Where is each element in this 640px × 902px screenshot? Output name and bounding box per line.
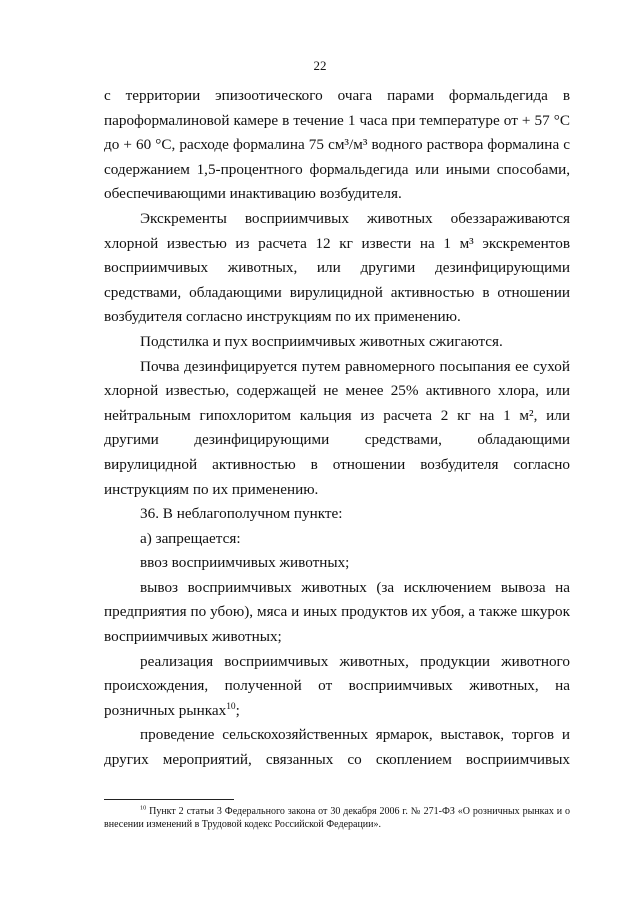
paragraph-3: Подстилка и пух восприимчивых животных сжигаются. [140, 332, 503, 350]
footnote [104, 805, 570, 831]
paragraph-1: с территории эпизоотического очага парами формальдегида в пароформалиновой камере в течение 1 часа при температуре от + 57 °С до + 60 °С, расходе формалина 75 см³/м³ водного раствора формалина с содержанием 1,5-процентного формальдегида или иными способами, обеспечивающими инактивацию возбудителя. [104, 87, 570, 203]
paragraph-2: Экскременты восприимчивых животных обеззараживаются хлорной известью из расчета 12 кг извести на 1 м³ экскрементов восприимчивых животных, или другими дезинфицирующими средствами, обладающими вирулицидной активностью в отношении возбудителя согласно инструкциям по их применению. [104, 209, 570, 326]
footnote-reference: 10 [226, 701, 236, 712]
footnote-text: Пункт 2 статьи 3 Федерального закона от 30 декабря 2006 г. № 271-ФЗ «О розничных рынках и о внесении изменений в Трудовой кодекс Российской Федерации». [104, 806, 570, 830]
page-number: 22 [313, 58, 327, 73]
paragraph-4: Почва дезинфицируется путем равномерного посыпания ее сухой хлорной известью, содержащей не менее 25% активного хлора, или нейтральным гипохлоритом кальция из расчета 2 кг на 1 м², или другими дезинфицирующими средствами, обладающими вирулицидной активностью в отношении возбудителя согласно инструкциям по их применению. [104, 357, 570, 498]
paragraph-9 [104, 650, 570, 724]
paragraph-5: 36. В неблагополучном пункте: [140, 505, 343, 523]
paragraph-8: вывоз восприимчивых животных (за исключением вывоза на предприятия по убою), мяса и иных продуктов их убоя, а также шкурок восприимчивых животных; [104, 578, 570, 646]
paragraph-10: проведение сельскохозяйственных ярмарок, выставок, торгов и других мероприятий, связанных со скоплением восприимчивых [104, 726, 570, 769]
paragraph-9-end: ; [235, 701, 240, 719]
paragraph-6: а) запрещается: [140, 529, 241, 547]
document-body [104, 84, 570, 773]
footnote-mark: 10 [140, 804, 147, 812]
paragraph-9-text: реализация восприимчивых животных, продукции животного происхождения, полученной от восприимчивых животных, на розничных рынках [104, 652, 570, 719]
footnote-separator [104, 799, 234, 800]
paragraph-7: ввоз восприимчивых животных; [140, 554, 350, 572]
